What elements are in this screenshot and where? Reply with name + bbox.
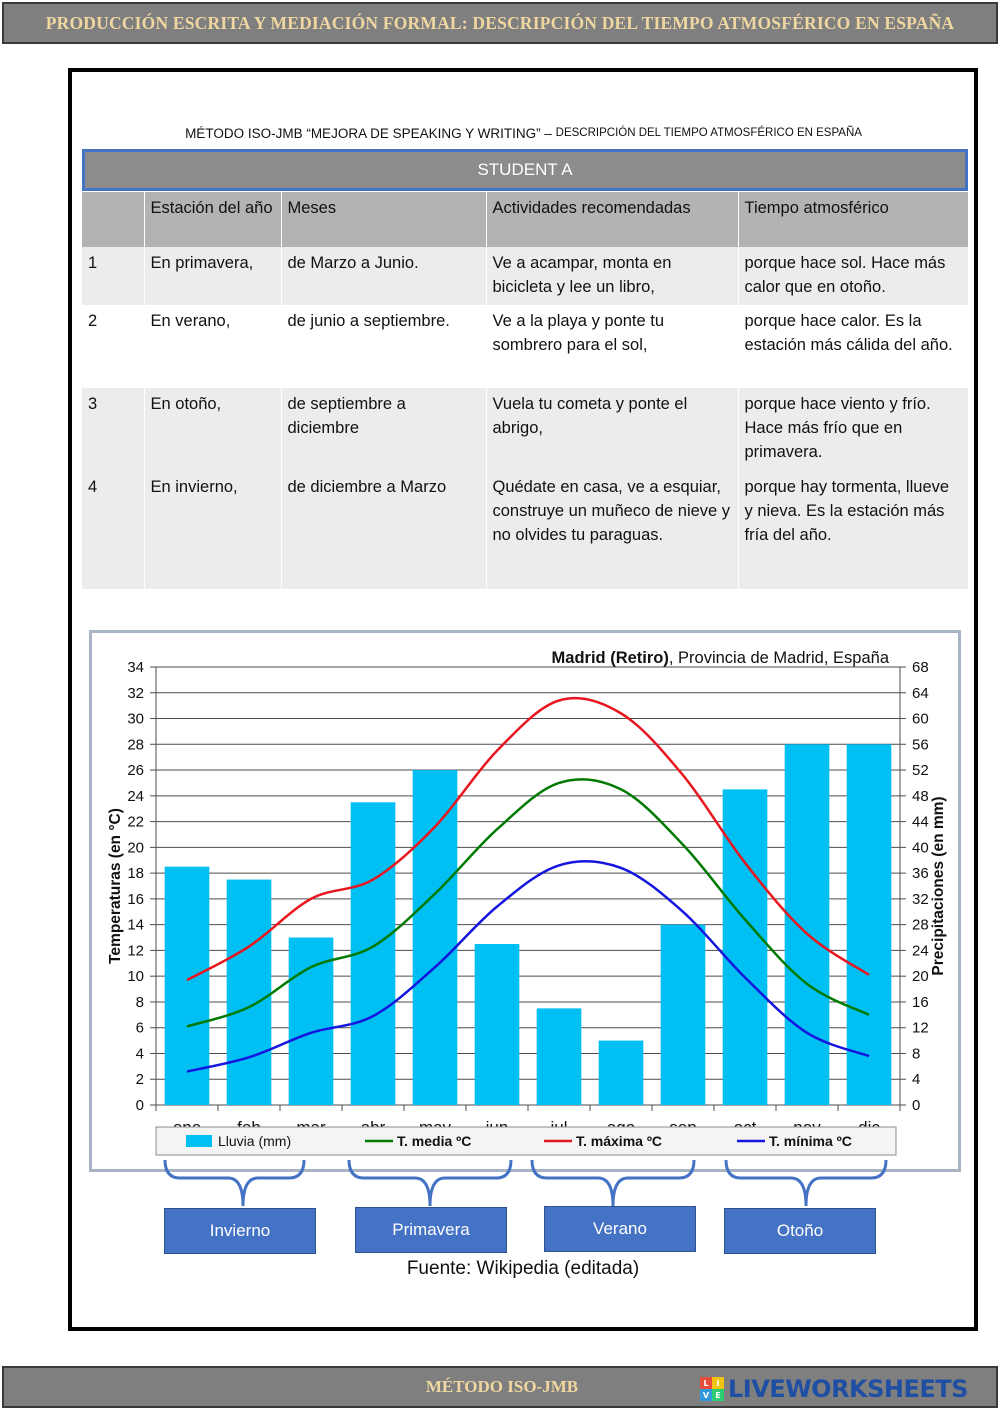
left-tick-label: 8 <box>135 993 144 1011</box>
logo-letter: E <box>712 1389 724 1401</box>
season-box-invierno: Invierno <box>164 1208 316 1254</box>
right-tick-label: 20 <box>912 968 929 986</box>
left-tick-label: 24 <box>127 787 144 805</box>
weather-cell: porque hace viento y frío. Hace más frío que en primavera. <box>738 388 968 471</box>
chart-title-bold: Madrid (Retiro) <box>551 649 669 667</box>
header-cell-activities: Actividades recomendadas <box>486 192 738 247</box>
left-tick-label: 22 <box>127 813 144 831</box>
rain-bar <box>537 1008 582 1105</box>
method-title: MÉTODO ISO-JMB “MEJORA DE SPEAKING Y WRITING” – <box>185 125 552 141</box>
right-tick-label: 40 <box>912 839 929 857</box>
left-tick-label: 2 <box>135 1071 144 1089</box>
right-tick-label: 64 <box>912 684 929 702</box>
right-tick-label: 4 <box>912 1071 921 1089</box>
months-cell: de diciembre a Marzo <box>281 471 486 589</box>
left-tick-label: 30 <box>127 710 144 728</box>
season-box-primavera: Primavera <box>355 1207 507 1253</box>
y-axis-label-left: Temperaturas (en °C) <box>107 808 124 964</box>
left-tick-label: 18 <box>127 865 144 883</box>
seasons-table <box>82 192 969 589</box>
bracket-invierno <box>165 1160 304 1206</box>
bracket-otono <box>726 1160 886 1206</box>
months-cell: de septiembre a diciembre <box>281 388 486 471</box>
activities-cell: Ve a acampar, monta en bicicleta y lee un libro, <box>486 247 738 305</box>
weather-cell: porque hace sol. Hace más calor que en otoño. <box>738 247 968 305</box>
season-cell: En otoño, <box>144 388 281 471</box>
source-caption: Fuente: Wikipedia (editada) <box>406 1258 640 1279</box>
right-tick-label: 52 <box>912 762 929 780</box>
footer-banner-text: MÉTODO ISO-JMB <box>425 1377 579 1396</box>
left-tick-label: 12 <box>127 942 144 960</box>
header-banner <box>2 2 998 44</box>
left-tick-label: 26 <box>127 762 144 780</box>
climate-chart <box>92 633 958 1169</box>
logo-letter: L <box>700 1377 712 1389</box>
rain-bar <box>723 789 768 1105</box>
right-tick-label: 16 <box>912 993 929 1011</box>
header-cell-number <box>82 192 144 247</box>
table-row <box>82 471 968 589</box>
table-row <box>82 305 968 388</box>
left-tick-label: 0 <box>135 1097 144 1114</box>
table-row <box>82 388 968 471</box>
student-label: STUDENT A <box>82 149 968 191</box>
right-tick-label: 44 <box>912 813 929 831</box>
right-tick-label: 36 <box>912 865 929 883</box>
liveworksheets-wordmark: LIVEWORKSHEETS <box>728 1375 968 1403</box>
left-tick-label: 20 <box>127 839 144 857</box>
rain-bar <box>413 770 458 1105</box>
right-tick-label: 56 <box>912 736 929 754</box>
table-row <box>82 247 968 305</box>
right-tick-label: 12 <box>912 1019 929 1037</box>
row-number: 3 <box>82 388 144 471</box>
row-number: 1 <box>82 247 144 305</box>
liveworksheets-icon <box>700 1377 724 1401</box>
table-header-row <box>82 192 968 247</box>
header-cell-months: Meses <box>281 192 486 247</box>
left-tick-label: 28 <box>127 736 144 754</box>
logo-letter: V <box>700 1389 712 1401</box>
left-tick-label: 16 <box>127 890 144 908</box>
y-axis-label-right: Precipitaciones (en mm) <box>930 796 947 976</box>
chart-title <box>552 649 890 667</box>
climate-chart-panel <box>89 630 961 1172</box>
legend-label-0: T. media ºC <box>397 1133 472 1149</box>
right-tick-label: 24 <box>912 942 929 960</box>
right-tick-label: 0 <box>912 1097 921 1114</box>
legend-label-rain: Lluvia (mm) <box>218 1133 292 1149</box>
left-tick-label: 14 <box>127 916 144 934</box>
left-tick-label: 10 <box>127 968 144 986</box>
season-cell: En verano, <box>144 305 281 388</box>
header-cell-season: Estación del año <box>144 192 281 247</box>
left-tick-label: 34 <box>127 659 144 676</box>
right-tick-label: 28 <box>912 916 929 934</box>
right-tick-label: 8 <box>912 1045 921 1063</box>
rain-bar <box>661 925 706 1105</box>
footer-banner <box>2 1366 998 1408</box>
header-cell-weather: Tiempo atmosférico <box>738 192 968 247</box>
right-tick-label: 60 <box>912 710 929 728</box>
right-tick-label: 32 <box>912 890 929 908</box>
bracket-primavera <box>349 1160 511 1206</box>
rain-bar <box>227 880 272 1105</box>
row-number: 2 <box>82 305 144 388</box>
liveworksheets-logo[interactable] <box>700 1374 968 1404</box>
season-box-otono: Otoño <box>724 1208 876 1254</box>
rain-bar <box>599 1041 644 1105</box>
left-tick-label: 6 <box>135 1019 144 1037</box>
activities-cell: Quédate en casa, ve a esquiar, construye un muñeco de nieve y no olvides tu paraguas. <box>486 471 738 589</box>
legend-swatch-rain <box>186 1135 212 1147</box>
months-cell: de junio a septiembre. <box>281 305 486 388</box>
rain-bar <box>475 944 520 1105</box>
right-tick-label: 68 <box>912 659 929 676</box>
left-tick-label: 32 <box>127 684 144 702</box>
document-header <box>80 120 967 146</box>
weather-cell: porque hace calor. Es la estación más cálida del año. <box>738 305 968 388</box>
activities-cell: Vuela tu cometa y ponte el abrigo, <box>486 388 738 471</box>
bracket-verano <box>532 1160 694 1206</box>
rain-bar <box>785 744 830 1105</box>
topic-title: DESCRIPCIÓN DEL TIEMPO ATMOSFÉRICO EN ESPAÑA <box>555 127 862 139</box>
weather-cell: porque hay tormenta, llueve y nieva. Es la estación más fría del año. <box>738 471 968 589</box>
season-box-verano: Verano <box>544 1206 696 1252</box>
months-cell: de Marzo a Junio. <box>281 247 486 305</box>
activities-cell: Ve a la playa y ponte tu sombrero para el sol, <box>486 305 738 388</box>
chart-title-rest: , Provincia de Madrid, España <box>668 649 889 667</box>
right-tick-label: 48 <box>912 787 929 805</box>
left-tick-label: 4 <box>135 1045 144 1063</box>
logo-letter: I <box>712 1377 724 1389</box>
row-number: 4 <box>82 471 144 589</box>
season-cell: En primavera, <box>144 247 281 305</box>
header-banner-text: PRODUCCIÓN ESCRITA Y MEDIACIÓN FORMAL: DESCRIPCIÓN DEL TIEMPO ATMOSFÉRICO EN ESPAÑA <box>45 12 955 33</box>
season-cell: En invierno, <box>144 471 281 589</box>
legend-label-2: T. mínima ºC <box>769 1133 852 1149</box>
legend-label-1: T. máxima ºC <box>576 1133 663 1149</box>
